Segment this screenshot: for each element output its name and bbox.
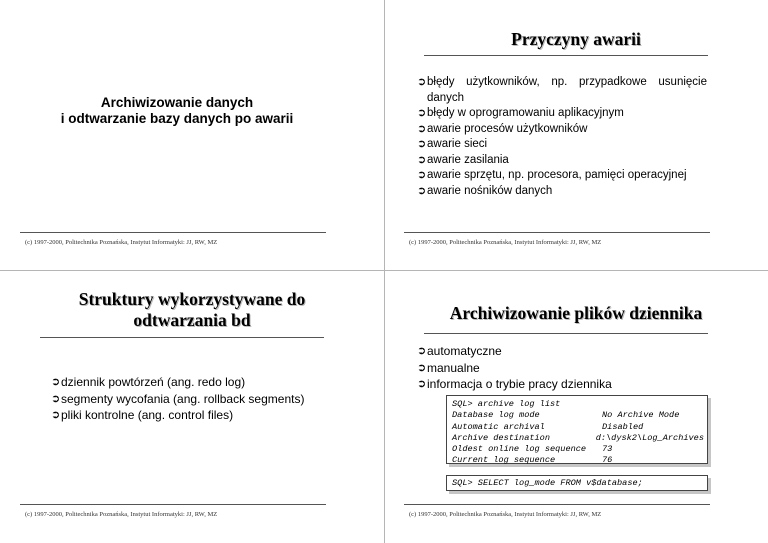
bullet-arrow-icon: ➲	[417, 361, 427, 374]
bullet-arrow-icon: ➲	[417, 184, 427, 197]
sql-output-box	[446, 395, 708, 464]
bullet-arrow-icon: ➲	[417, 169, 427, 181]
slide-2-title: Przyczyny awarii	[511, 29, 641, 49]
list-item: ➲ dziennik powtórzeń (ang. redo log)	[51, 375, 246, 389]
bullet-arrow-icon: ➲	[51, 392, 61, 405]
sql-query-box	[446, 475, 708, 491]
slide-4-title: Archiwizowanie plików dziennika	[449, 303, 703, 323]
footer-rule	[20, 232, 326, 233]
slide-1	[0, 0, 384, 271]
sql-row: Current log sequence 76	[452, 455, 613, 466]
sql-row: Database log mode No Archive Mode	[452, 410, 680, 421]
bullet-arrow-icon: ➲	[51, 409, 61, 421]
slide-4	[384, 271, 768, 542]
bullet-arrow-icon: ➲	[417, 345, 427, 357]
slide-2	[384, 0, 768, 271]
list-item: ➲ awarie zasilania	[417, 153, 707, 169]
title-line: odtwarzania bd	[133, 310, 251, 330]
bullet-arrow-icon: ➲	[417, 122, 427, 135]
sql-query: SQL> SELECT log_mode FROM v$database;	[452, 478, 643, 488]
title-line: i odtwarzanie bazy danych po awarii	[60, 111, 294, 126]
bullet-arrow-icon: ➲	[417, 378, 427, 390]
list-item: ➲ awarie sieci	[417, 137, 707, 153]
title-rule	[424, 333, 708, 334]
list-item: ➲ awarie sprzętu, np. procesora, pamięci operacyjnej	[417, 168, 707, 184]
list-item: ➲ awarie procesów użytkowników	[417, 122, 707, 138]
bullet-arrow-icon: ➲	[417, 153, 427, 166]
bullet-arrow-icon: ➲	[417, 107, 427, 119]
title-line: Archiwizowanie danych	[100, 95, 254, 110]
footer-text: (c) 1997-2000, Politechnika Poznańska, Instytut Informatyki: JJ, RW, MZ	[409, 239, 602, 246]
list-item: ➲ automatyczne	[417, 344, 502, 358]
title-rule	[424, 55, 708, 56]
slide-2-bullets	[417, 75, 707, 199]
footer-text: (c) 1997-2000, Politechnika Poznańska, Instytut Informatyki: JJ, RW, MZ	[409, 511, 602, 518]
list-item: ➲ błędy w oprogramowaniu aplikacyjnym	[417, 106, 707, 122]
list-item: ➲ awarie nośników danych	[417, 184, 707, 200]
slide-4-bullets	[417, 343, 717, 393]
slide-3-title	[0, 289, 384, 331]
sql-row: Oldest online log sequence 73	[452, 444, 613, 455]
slide-1-title	[20, 95, 334, 127]
bullet-arrow-icon: ➲	[417, 138, 427, 150]
title-rule	[40, 337, 324, 338]
sql-row: Automatic archival Disabled	[452, 421, 644, 432]
list-item: ➲ segmenty wycofania (ang. rollback segments)	[51, 391, 305, 406]
sql-command: SQL> archive log list	[452, 399, 561, 409]
footer-rule	[20, 504, 326, 505]
title-line: Struktury wykorzystywane do	[78, 289, 306, 309]
list-item: ➲ błędy użytkowników, np. przypadkowe usunięcie danych	[417, 76, 707, 104]
bullet-arrow-icon: ➲	[417, 76, 427, 88]
bullet-arrow-icon: ➲	[51, 376, 61, 388]
footer-rule	[404, 232, 710, 233]
slide-3-bullets	[51, 374, 341, 424]
footer-text: (c) 1997-2000, Politechnika Poznańska, Instytut Informatyki: JJ, RW, MZ	[25, 511, 218, 518]
sql-row: Archive destination d:\dysk2\Log_Archives	[452, 432, 704, 443]
list-item: ➲ manualne	[417, 360, 480, 375]
footer-text: (c) 1997-2000, Politechnika Poznańska, Instytut Informatyki: JJ, RW, MZ	[25, 239, 218, 246]
slide-3	[0, 271, 384, 542]
list-item: ➲ pliki kontrolne (ang. control files)	[51, 408, 234, 422]
footer-rule	[404, 504, 710, 505]
list-item: ➲ informacja o trybie pracy dziennika	[417, 377, 612, 391]
